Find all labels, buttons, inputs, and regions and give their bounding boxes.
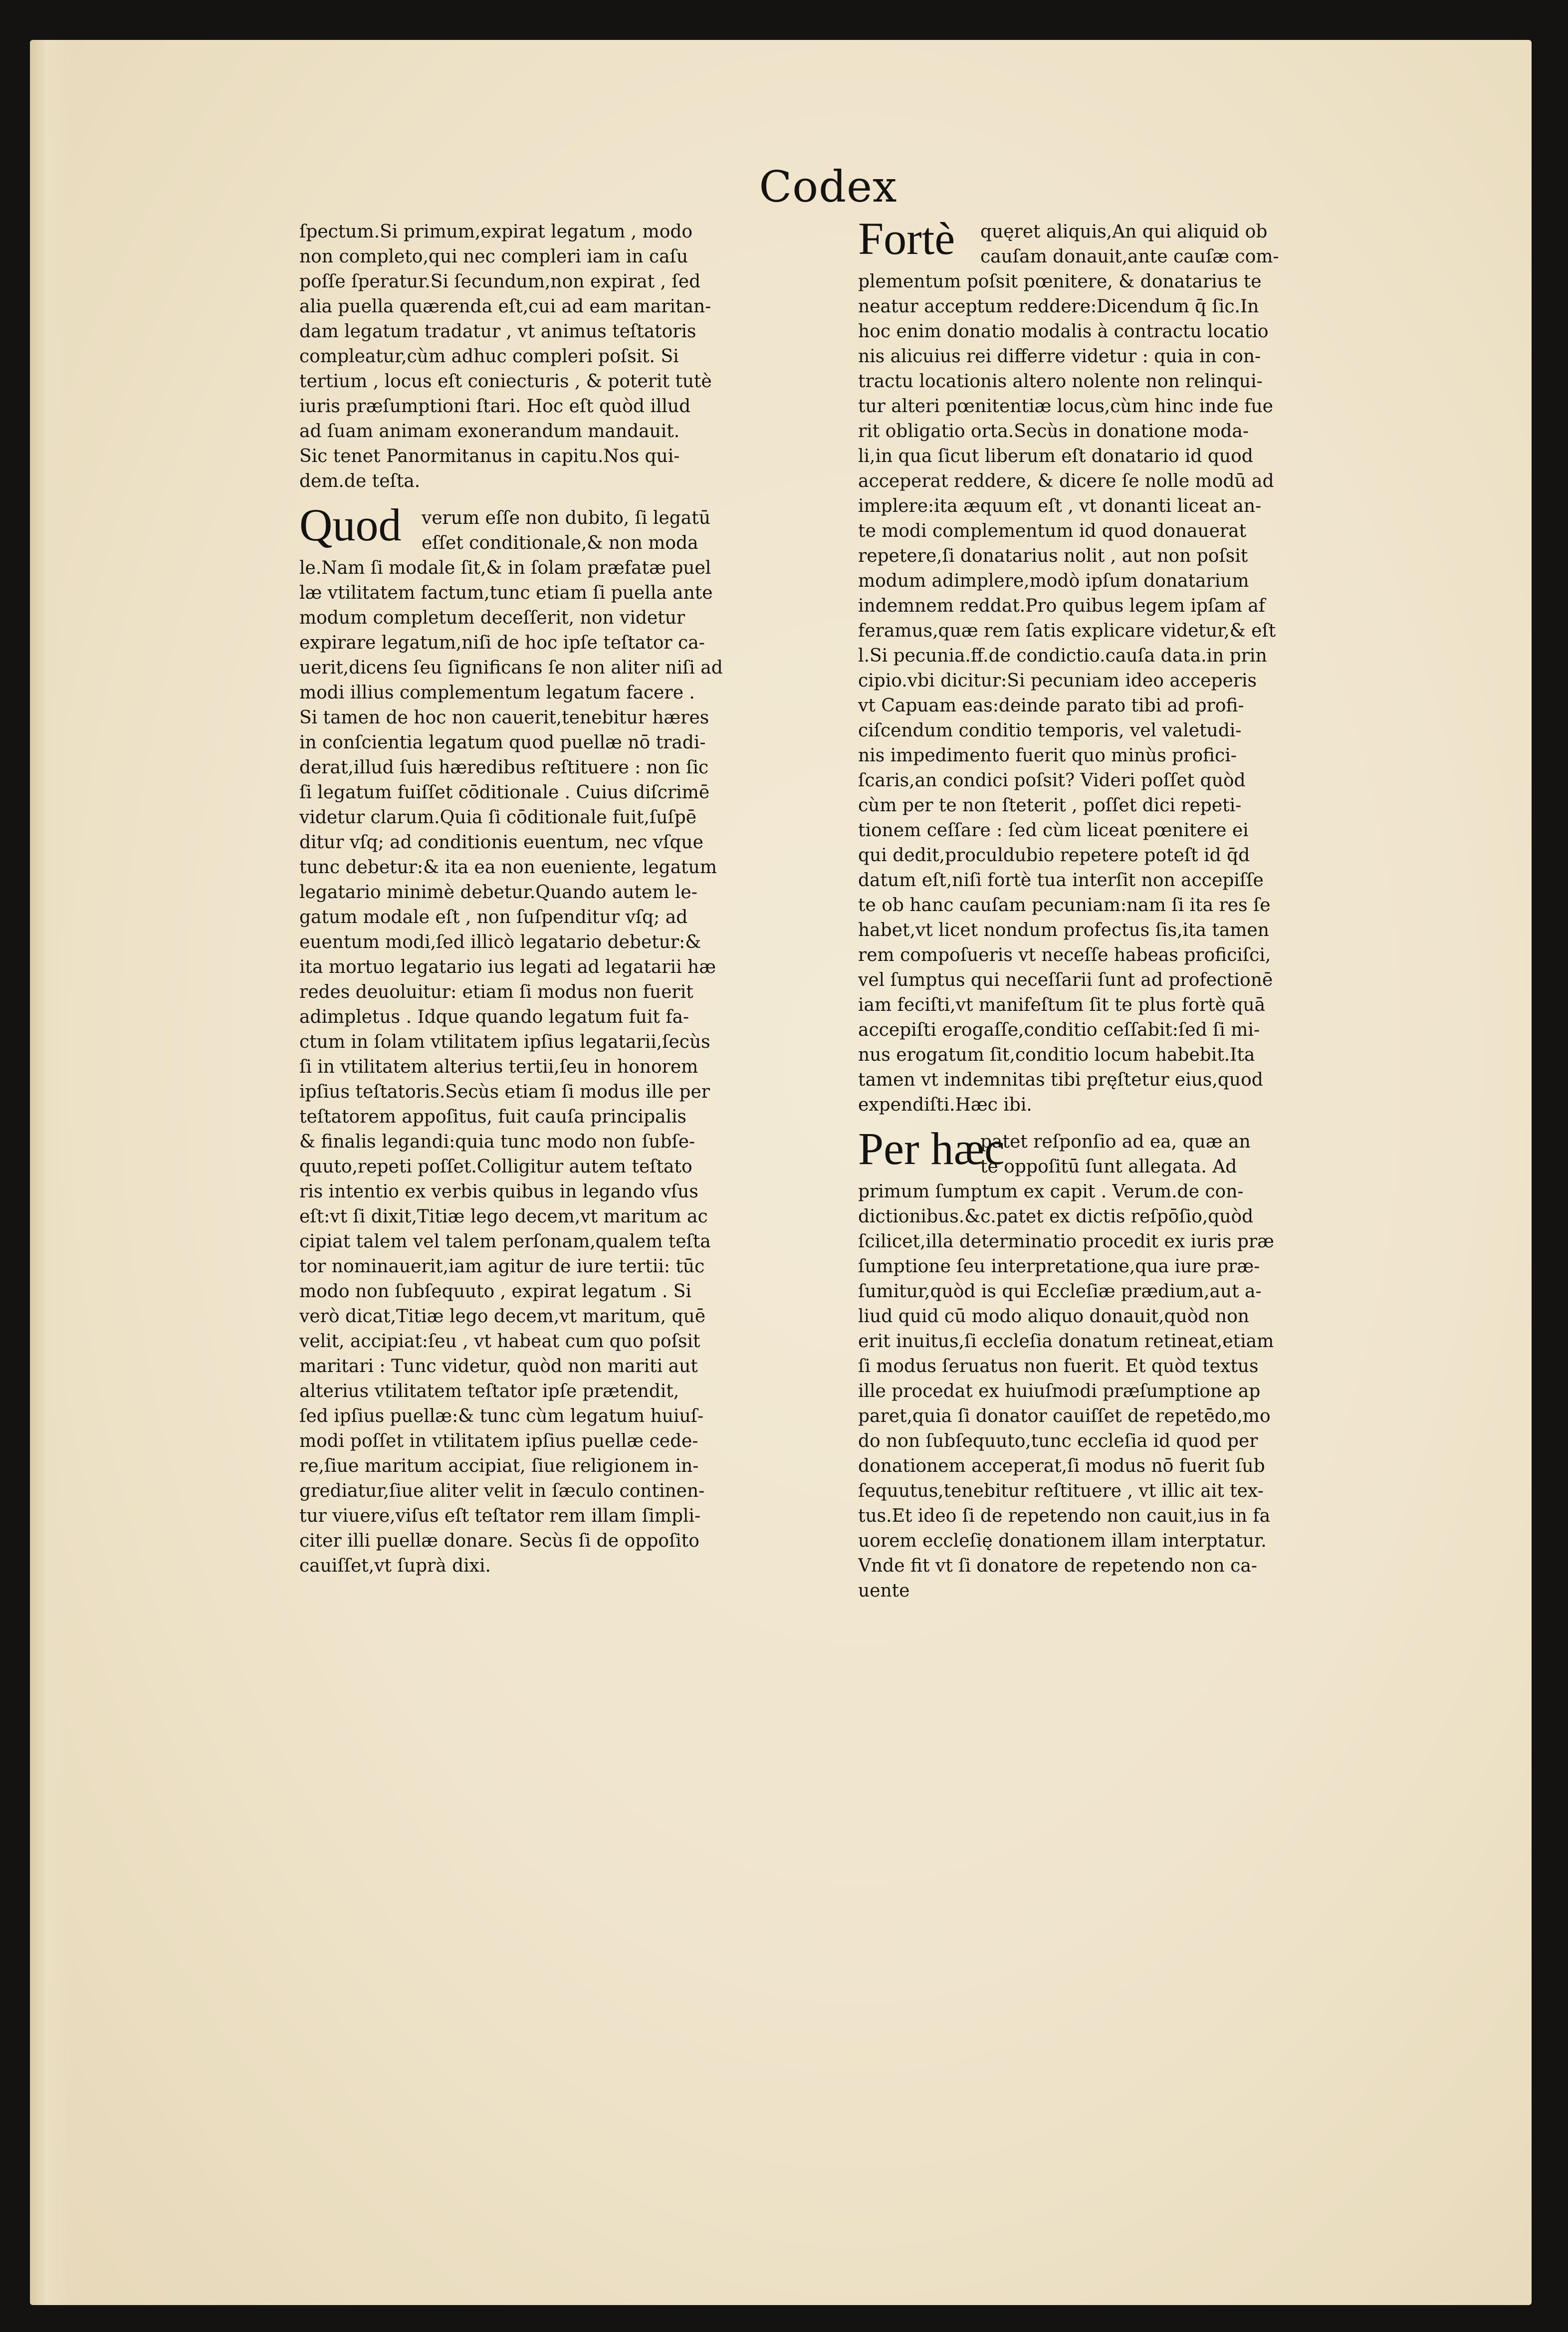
text-line: ſcilicet,illa determinatio procedit ex iuris præ bbox=[858, 1231, 1274, 1252]
text-line: & finalis legandi:quia tunc modo non ſubſe- bbox=[299, 1132, 695, 1152]
text-line: ad ſuam animam exonerandum mandauit. bbox=[299, 421, 680, 442]
text-line: cùm per te non ſteterit , poſſet dici repeti- bbox=[858, 795, 1242, 816]
text-line: eſt:vt ſi dixit,Titiæ lego decem,vt maritum ac bbox=[299, 1206, 708, 1227]
text-line: adimpletus . Idque quando legatum fuit fa- bbox=[299, 1007, 689, 1027]
text-line: te oppoſitū ſunt allegata. Ad bbox=[980, 1157, 1237, 1177]
text-line: implere:ita æquum eſt , vt donanti liceat an- bbox=[858, 496, 1262, 516]
text-line: alia puella quærenda eſt,cui ad eam maritan- bbox=[299, 296, 711, 317]
text-line: ciſcendum conditio temporis, vel valetudi- bbox=[858, 720, 1242, 741]
text-line: hoc enim donatio modalis à contractu locatio bbox=[858, 321, 1269, 342]
text-line: ſpectum.Si primum,expirat legatum , modo bbox=[299, 222, 693, 242]
text-line: modi poſſet in vtilitatem ipſius puellæ cede- bbox=[299, 1431, 698, 1451]
text-line: maritari : Tunc videtur, quòd non mariti aut bbox=[299, 1356, 698, 1377]
text-line: tamen vt indemnitas tibi pręſtetur eius,quod bbox=[858, 1070, 1263, 1090]
page-gutter-edge bbox=[30, 40, 70, 2305]
text-line: liud quid cū modo aliquo donauit,quòd non bbox=[858, 1306, 1249, 1327]
text-line: Vnde fit vt ſi donatore de repetendo non ca- bbox=[858, 1556, 1257, 1576]
text-line: patet reſponſio ad ea, quæ an bbox=[980, 1132, 1251, 1152]
left-text-column bbox=[299, 220, 883, 1579]
text-line: tunc debetur:& ita ea non eueniente, legatum bbox=[299, 857, 717, 878]
text-line: iuris præſumptioni ſtari. Hoc eſt quòd illud bbox=[299, 396, 691, 417]
text-line: datum eſt,niſi fortè tua interſit non accepiſſe bbox=[858, 870, 1264, 891]
text-line: ſi legatum fuiſſet cōditionale . Cuius diſcrimē bbox=[299, 782, 710, 803]
text-line: tus.Et ideo ſi de repetendo non cauit,ius in fa bbox=[858, 1506, 1271, 1526]
text-line: cauſam donauit,ante cauſæ com- bbox=[980, 246, 1279, 267]
text-line: erit inuitus,ſi eccleſia donatum retineat,etiam bbox=[858, 1331, 1274, 1352]
text-line: modo non ſubſequuto , expirat legatum . Si bbox=[299, 1281, 691, 1302]
text-line: in conſcientia legatum quod puellæ nō tradi- bbox=[299, 732, 706, 753]
text-line: tur viuere,viſus eſt teſtator rem illam ſimpli- bbox=[299, 1506, 701, 1526]
text-line: paret,quia ſi donator cauiſſet de repetēdo,mo bbox=[858, 1406, 1271, 1426]
text-line: rem compoſueris vt neceſſe habeas proficiſci, bbox=[858, 945, 1271, 965]
text-line: expirare legatum,niſi de hoc ipſe teſtator ca- bbox=[299, 633, 705, 653]
text-line: tionem ceſſare : ſed cùm liceat pœnitere ei bbox=[858, 820, 1249, 841]
text-line: dam legatum tradatur , vt animus teſtatoris bbox=[299, 321, 696, 342]
text-line: ſi in vtilitatem alterius tertii,ſeu in honorem bbox=[299, 1057, 698, 1077]
text-line: alterius vtilitatem teſtator ipſe prætendit, bbox=[299, 1381, 679, 1401]
text-line: poſſe ſperatur.Si ſecundum,non expirat , ſed bbox=[299, 271, 701, 292]
text-line: te ob hanc cauſam pecuniam:nam ſi ita res ſe bbox=[858, 895, 1271, 916]
text-line: cipiat talem vel talem perſonam,qualem teſta bbox=[299, 1231, 711, 1252]
text-line: ditur vſq; ad conditionis euentum, nec vſque bbox=[299, 832, 703, 853]
text-line: uente bbox=[858, 1581, 910, 1601]
text-line: te modi complementum id quod donauerat bbox=[858, 521, 1247, 541]
text-line: verò dicat,Titiæ lego decem,vt maritum, quē bbox=[299, 1306, 706, 1327]
text-line: repetere,ſi donatarius nolit , aut non poſsit bbox=[858, 546, 1248, 566]
text-line: videtur clarum.Quia ſi cōditionale fuit,ſuſpē bbox=[299, 807, 697, 828]
text-line: ctum in ſolam vtilitatem ipſius legatarii,ſecùs bbox=[299, 1032, 710, 1052]
running-header: Codex bbox=[759, 162, 897, 212]
text-line: gatum modale eſt , non ſuſpenditur vſq; ad bbox=[299, 907, 688, 928]
right-paragraph-1 bbox=[858, 213, 1442, 1118]
text-line: accepiſti erogaſſe,conditio ceſſabit:ſed ſi mi- bbox=[858, 1020, 1260, 1040]
text-line: cipio.vbi dicitur:Si pecuniam ideo acceperis bbox=[858, 671, 1257, 691]
text-line: Si tamen de hoc non cauerit,tenebitur hæres bbox=[299, 707, 709, 728]
text-line: li,in qua ſicut liberum eſt donatario id quod bbox=[858, 446, 1253, 466]
text-line: plementum poſsit pœnitere, & donatarius te bbox=[858, 271, 1262, 292]
text-line: nus erogatum ſit,conditio locum habebit.Ita bbox=[858, 1045, 1255, 1065]
text-line: nis impedimento fuerit quo minùs profici- bbox=[858, 745, 1237, 766]
text-line: ipſius teſtatoris.Secùs etiam ſi modus ille per bbox=[299, 1082, 710, 1102]
text-line: tur alteri pœnitentiæ locus,cùm hinc inde fue bbox=[858, 396, 1273, 417]
text-line: do non ſubſequuto,tunc eccleſia id quod per bbox=[858, 1431, 1258, 1451]
text-line: derat,illud ſuis hæredibus reſtituere : non ſic bbox=[299, 757, 709, 778]
text-line: ſequutus,tenebitur reſtituere , vt illic ait tex- bbox=[858, 1481, 1264, 1501]
text-line: expendiſti.Hæc ibi. bbox=[858, 1095, 1032, 1115]
text-line: citer illi puellæ donare. Secùs ſi de oppoſito bbox=[299, 1531, 699, 1551]
text-line: redes deuoluitur: etiam ſi modus non fuerit bbox=[299, 982, 693, 1002]
left-paragraph-1 bbox=[299, 220, 883, 494]
text-line: vt Capuam eas:deinde parato tibi ad profi- bbox=[858, 696, 1244, 716]
text-line: ille procedat ex huiuſmodi præſumptione ap bbox=[858, 1381, 1261, 1401]
text-line: tor nominauerit,iam agitur de iure tertii: tūc bbox=[299, 1256, 705, 1277]
text-line: quuto,repeti poſſet.Colligitur autem teſtato bbox=[299, 1157, 692, 1177]
text-line: indemnem reddat.Pro quibus legem ipſam af bbox=[858, 596, 1266, 616]
text-line: modi illius complementum legatum facere . bbox=[299, 683, 695, 703]
text-line: donationem acceperat,ſi modus nō fuerit ſub bbox=[858, 1456, 1265, 1476]
text-line: læ vtilitatem factum,tunc etiam ſi puella ante bbox=[299, 583, 713, 603]
drop-initial-per-haec: Per hæc bbox=[858, 1123, 1005, 1174]
text-line: le.Nam ſi modale ſit,& in ſolam præfatæ puel bbox=[299, 558, 711, 578]
text-line: feramus,quæ rem ſatis explicare videtur,& eſt bbox=[858, 621, 1276, 641]
text-line: acceperat reddere, & dicere ſe nolle modū ad bbox=[858, 471, 1274, 491]
text-line: verum eſſe non dubito, ſi legatū bbox=[422, 508, 710, 528]
text-line: re,ſiue maritum accipiat, ſiue religionem in- bbox=[299, 1456, 699, 1476]
text-line: teſtatorem appoſitus, fuit cauſa principalis bbox=[299, 1107, 686, 1127]
text-line: ita mortuo legatario ius legati ad legatarii hæ bbox=[299, 957, 716, 977]
text-line: legatario minimè debetur.Quando autem le- bbox=[299, 882, 697, 903]
text-line: primum ſumptum ex capit . Verum.de con- bbox=[858, 1181, 1244, 1202]
text-line: modum completum deceſſerit, non videtur bbox=[299, 608, 685, 628]
text-line: qui dedit,proculdubio repetere poteſt id q̄d bbox=[858, 845, 1250, 866]
text-line: grediatur,ſiue aliter velit in ſæculo continen- bbox=[299, 1481, 705, 1501]
right-text-column bbox=[858, 213, 1442, 1604]
text-line: ſed ipſius puellæ:& tunc cùm legatum huiuſ- bbox=[299, 1406, 704, 1426]
text-line: cauiſſet,vt ſuprà dixi. bbox=[299, 1556, 491, 1576]
text-line: habet,vt licet nondum profectus ſis,ita tamen bbox=[858, 920, 1269, 940]
right-paragraph-2 bbox=[858, 1123, 1442, 1604]
text-line: iam feciſti,vt manifeſtum ſit te plus fortè quā bbox=[858, 995, 1266, 1015]
text-line: tertium , locus eſt coniecturis , & poterit tutè bbox=[299, 371, 712, 392]
text-line: rit obligatio orta.Secùs in donatione moda- bbox=[858, 421, 1249, 442]
text-line: l.Si pecunia.ff.de condictio.cauſa data.in prin bbox=[858, 646, 1267, 666]
drop-initial-forte: Fortè bbox=[858, 213, 955, 264]
text-line: velit, accipiat:ſeu , vt habeat cum quo poſsit bbox=[299, 1331, 700, 1352]
drop-initial-quod: Quod bbox=[299, 499, 402, 550]
text-line: ſumptione ſeu interpretatione,qua iure præ- bbox=[858, 1256, 1260, 1277]
text-line: compleatur,cùm adhuc compleri poſsit. Si bbox=[299, 346, 679, 367]
text-line: uerit,dicens ſeu ſignificans ſe non aliter niſi ad bbox=[299, 658, 723, 678]
text-line: Sic tenet Panormitanus in capitu.Nos qui- bbox=[299, 446, 680, 466]
text-line: ſumitur,quòd is qui Eccleſiæ prædium,aut a- bbox=[858, 1281, 1262, 1302]
text-line: euentum modi,ſed illicò legatario debetur:& bbox=[299, 932, 701, 952]
text-line: tractu locationis altero nolente non relinqui- bbox=[858, 371, 1263, 392]
text-line: ſcaris,an condici poſsit? Videri poſſet quòd bbox=[858, 770, 1246, 791]
text-line: quęret aliquis,An qui aliquid ob bbox=[980, 222, 1268, 242]
text-line: uorem eccleſię donationem illam interptatur. bbox=[858, 1531, 1267, 1551]
text-line: nis alicuius rei differre videtur : quia in con- bbox=[858, 346, 1261, 367]
text-line: dictionibus.&c.patet ex dictis reſpōſio,quòd bbox=[858, 1206, 1254, 1227]
text-line: ris intentio ex verbis quibus in legando vſus bbox=[299, 1181, 698, 1202]
text-line: eſſet conditionale,& non moda bbox=[422, 533, 698, 553]
text-line: ſi modus ſeruatus non fuerit. Et quòd textus bbox=[858, 1356, 1259, 1377]
left-paragraph-2 bbox=[299, 499, 883, 1579]
text-line: non completo,qui nec compleri iam in caſu bbox=[299, 246, 688, 267]
text-line: modum adimplere,modò ipſum donatarium bbox=[858, 571, 1249, 591]
text-line: neatur acceptum reddere:Dicendum q̄ ſic.In bbox=[858, 296, 1259, 317]
text-line: dem.de teſta. bbox=[299, 471, 421, 491]
text-line: vel ſumptus qui neceſſarii ſunt ad profectionē bbox=[858, 970, 1273, 990]
